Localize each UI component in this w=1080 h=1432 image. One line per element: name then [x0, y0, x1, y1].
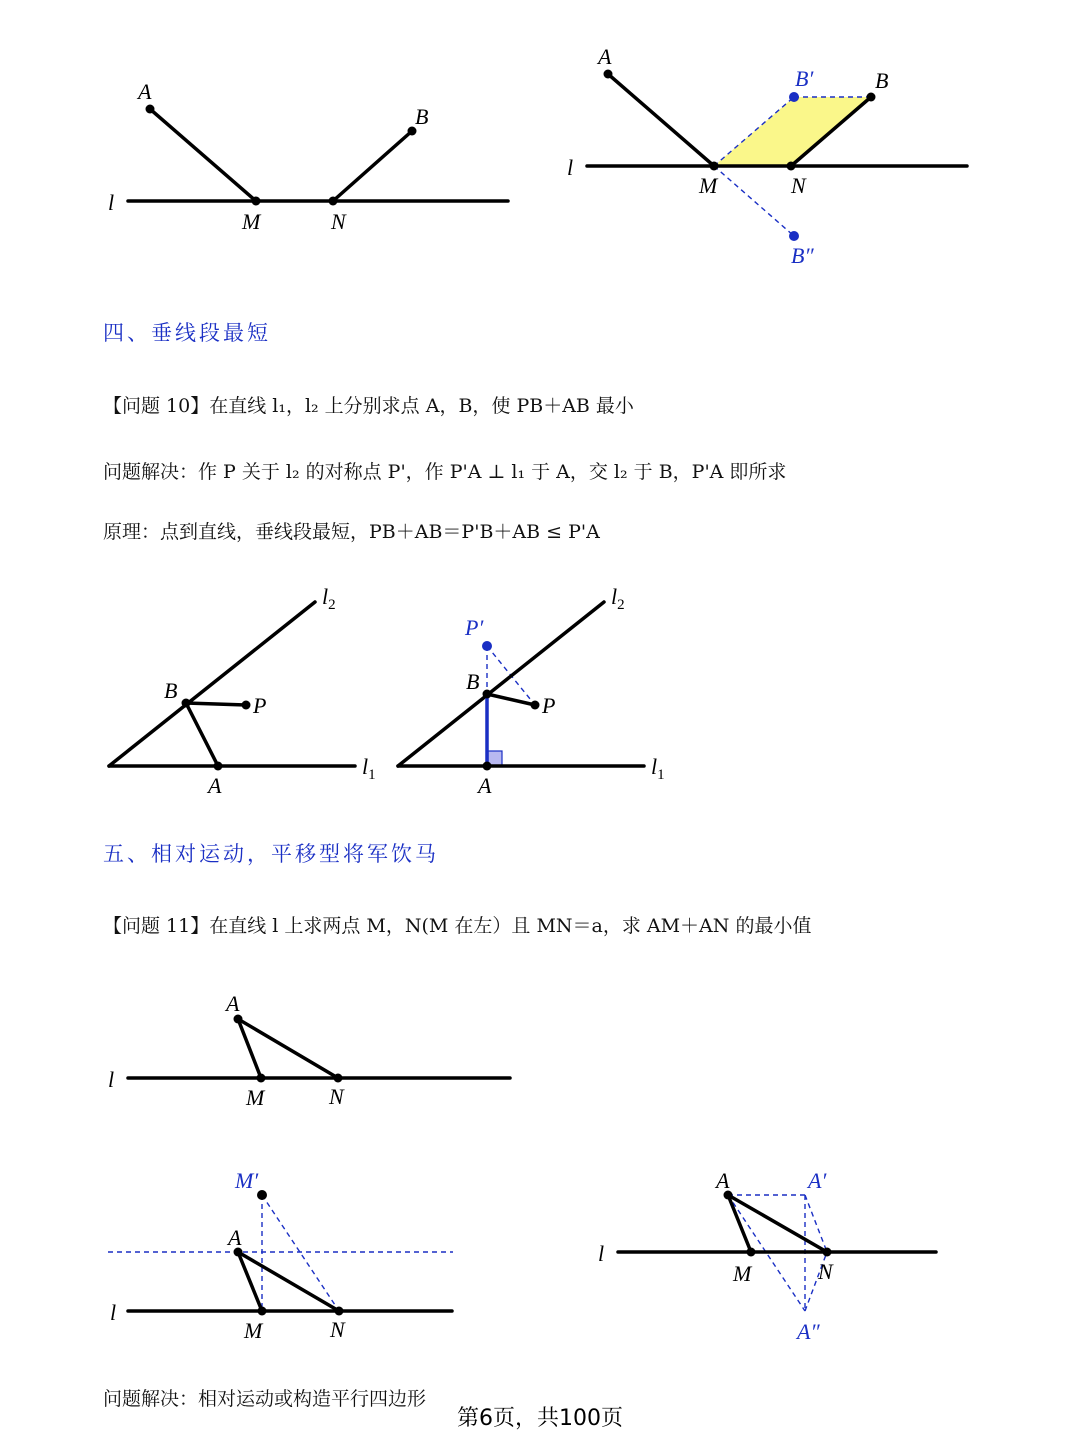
point-m — [710, 162, 719, 171]
problem-11-solution: 问题解决：相对运动或构造平行四边形 — [103, 1388, 427, 1410]
label-n: N — [818, 1259, 833, 1284]
label-m-prime: M′ — [235, 1168, 259, 1193]
label-b: B — [415, 104, 429, 129]
label-m: M — [699, 173, 718, 198]
label-p: P — [542, 693, 556, 718]
figure-2 — [567, 44, 967, 268]
line-l2 — [109, 602, 315, 766]
label-m: M — [244, 1318, 263, 1343]
segment-an — [238, 1252, 339, 1311]
figure-4 — [398, 584, 665, 798]
problem-10-principle: 原理：点到直线，垂线段最短，PB＋AB＝P'B＋AB ≤ P'A — [103, 521, 600, 543]
figure-5 — [108, 991, 510, 1110]
dashed-mb2 — [714, 166, 794, 236]
point-m — [257, 1074, 266, 1083]
point-m — [252, 197, 261, 206]
point-m-prime — [257, 1190, 267, 1200]
dashed-a1n — [805, 1195, 827, 1252]
line-l2 — [398, 602, 604, 766]
segment-nb — [333, 131, 412, 201]
point-n — [823, 1248, 832, 1257]
label-a: A — [598, 44, 612, 69]
label-a: A — [226, 991, 240, 1016]
label-n: N — [331, 209, 346, 234]
label-l: l — [108, 1067, 115, 1092]
point-b — [483, 690, 492, 699]
problem-10-solution: 问题解决：作 P 关于 l₂ 的对称点 P'，作 P'A ⊥ l₁ 于 A，交 l₂ 于 B，P'A 即所求 — [103, 461, 787, 483]
segment-am — [150, 109, 256, 201]
point-a — [604, 70, 613, 79]
segment-am — [608, 74, 714, 166]
page-number-footer: 第6页，共100页 — [457, 1406, 623, 1431]
label-l1: $l_1$ — [651, 754, 665, 783]
label-l2: $l_2$ — [611, 584, 625, 613]
segment-bp — [186, 703, 246, 705]
section-5-title: 五、相对运动，平移型将军饮马 — [103, 842, 439, 866]
label-b: B — [164, 678, 178, 703]
point-b — [182, 699, 191, 708]
point-m — [747, 1248, 756, 1257]
label-a: A — [716, 1168, 730, 1193]
label-l: l — [598, 1241, 605, 1266]
segment-an — [238, 1019, 338, 1078]
label-n: N — [791, 173, 806, 198]
label-b-double-prime: B″ — [791, 243, 814, 268]
label-a: A — [208, 773, 222, 798]
dashed-m1n — [262, 1195, 339, 1311]
label-n: N — [330, 1317, 345, 1342]
segment-ba — [186, 703, 218, 766]
label-p: P — [253, 693, 267, 718]
point-p-prime — [482, 641, 492, 651]
point-n — [334, 1074, 343, 1083]
point-a — [483, 762, 492, 771]
problem-10-statement: 【问题 10】在直线 l₁，l₂ 上分别求点 A，B，使 PB＋AB 最小 — [103, 395, 634, 417]
point-p — [242, 701, 251, 710]
label-m: M — [246, 1085, 265, 1110]
label-l2: $l_2$ — [322, 584, 336, 613]
point-p — [531, 701, 540, 710]
point-n — [335, 1307, 344, 1316]
point-a — [146, 105, 155, 114]
figure-3 — [109, 584, 376, 798]
point-b-double-prime — [789, 231, 799, 241]
segment-am — [238, 1019, 261, 1078]
label-l: l — [110, 1300, 117, 1325]
point-m — [258, 1307, 267, 1316]
label-a: A — [138, 79, 152, 104]
label-n: N — [329, 1084, 344, 1109]
point-n — [787, 162, 796, 171]
figure-6 — [108, 1168, 453, 1343]
point-b-prime — [789, 92, 799, 102]
point-n — [329, 197, 338, 206]
label-l: l — [567, 155, 574, 180]
label-b-prime: B′ — [795, 66, 814, 91]
segment-an — [728, 1195, 827, 1252]
label-a: A — [478, 773, 492, 798]
label-a-prime: A′ — [808, 1168, 827, 1193]
label-p-prime: P′ — [465, 615, 484, 640]
label-l1: $l_1$ — [362, 754, 376, 783]
problem-11-statement: 【问题 11】在直线 l 上求两点 M，N(M 在左）且 MN＝a，求 AM＋AN 的最小值 — [103, 915, 812, 937]
figure-1 — [108, 79, 508, 234]
parallelogram — [714, 97, 871, 166]
label-b: B — [875, 68, 889, 93]
label-m: M — [733, 1261, 752, 1286]
label-l: l — [108, 190, 115, 215]
label-a-double-prime: A″ — [797, 1319, 820, 1344]
label-a: A — [228, 1225, 242, 1250]
label-b: B — [466, 669, 480, 694]
section-4-title: 四、垂线段最短 — [103, 321, 271, 345]
point-b — [867, 93, 876, 102]
point-a — [214, 762, 223, 771]
figure-7 — [598, 1168, 936, 1344]
label-m: M — [242, 209, 261, 234]
